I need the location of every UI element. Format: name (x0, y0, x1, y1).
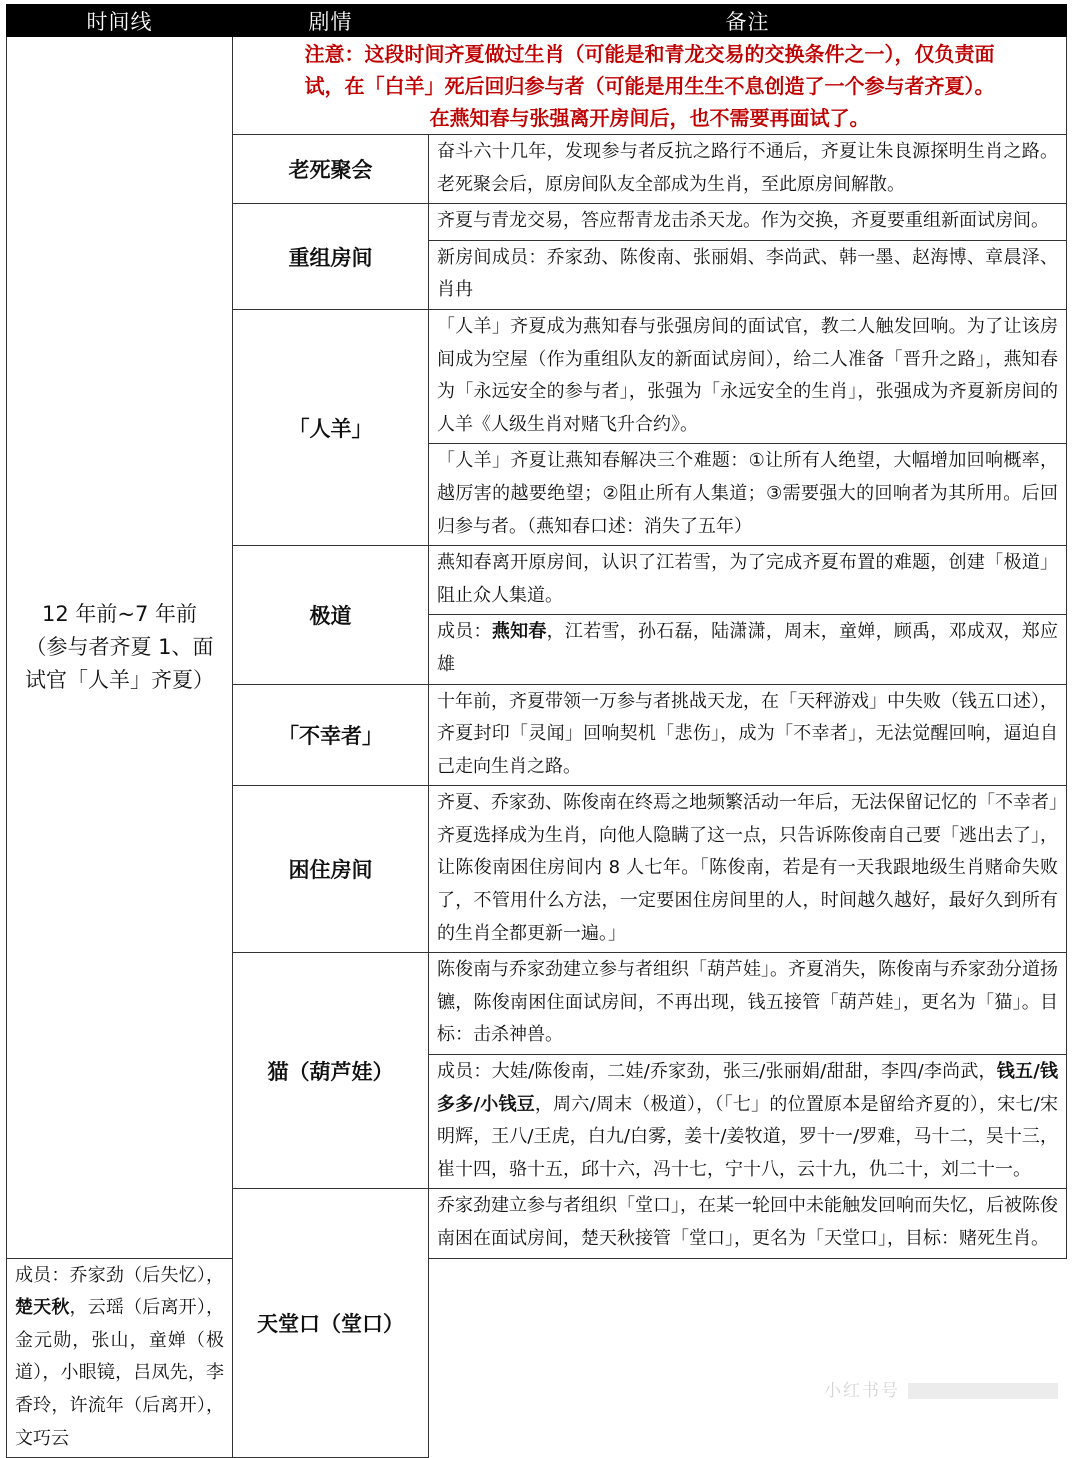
note-bold-name: 钱五/钱多多/小钱豆 (437, 1061, 1058, 1115)
timeline-line-2: （参与者齐夏 1、面 (25, 634, 214, 659)
note-cell: 「人羊」齐夏让燕知春解决三个难题：①让所有人绝望，大幅增加回响概率，越厉害的越要绝望；②阻止所有人集道；③需要强大的回响者为其所用。后回归参与者。（燕知春口述：消失了五年） (429, 444, 1067, 546)
note-text: 成员： (437, 621, 492, 643)
plot-label: 「人羊」 (233, 309, 429, 545)
note-bold-name: 燕知春 (491, 621, 547, 643)
notice-line-2: 试，在「白羊」死后回归参与者（可能是用生生不息创造了一个参与者齐夏）。 (304, 73, 995, 98)
note-text: ，周六/周末（极道），（「七」的位置原本是留给齐夏的），宋七/宋明辉，王八/王虎，白九/白雾，姜十/姜牧道，罗十一/罗难，马十二，吴十三，崔十四，骆十五，邱十六，冯十七，宁十八，云十九，仇二十，刘二十一。 (437, 1093, 1058, 1180)
timeline-line-1: 12 年前~7 年前 (41, 601, 198, 626)
notice-line-1: 注意：这段时间齐夏做过生肖（可能是和青龙交易的交换条件之一），仅负责面 (304, 41, 995, 66)
plot-label: 老死聚会 (233, 135, 429, 204)
note-cell: 陈俊南与乔家劲建立参与者组织「葫芦娃」。齐夏消失，陈俊南与乔家劲分道扬镳，陈俊南困住面试房间，不再出现，钱五接管「葫芦娃」，更名为「猫」。目标：击杀神兽。 (429, 953, 1067, 1055)
row-heaven-gate-members (7, 1258, 1067, 1458)
note-cell (7, 1258, 233, 1458)
note-cell: 齐夏、乔家劲、陈俊南在终焉之地频繁活动一年后，无法保留记忆的「不幸者」齐夏选择成为生肖，向他人隐瞒了这一点，只告诉陈俊南自己要「逃出去了」，让陈俊南困住房间内 8 人七年。「陈俊南，若是有一天我跟地级生肖赌命失败了，不管用什么方法，一定要困住房间里的人，时间越久越好，最好久到所有的生肖全都更新一遍。」 (429, 786, 1067, 953)
note-cell: 十年前，齐夏带领一万参与者挑战天龙，在「天秤游戏」中失败（钱五口述），齐夏封印「灵闻」回响契机「悲伤」，成为「不幸者」，无法觉醒回响，逼迫自己走向生肖之路。 (429, 684, 1067, 786)
timeline-line-3: 试官「人羊」齐夏） (25, 667, 214, 692)
notice-cell (233, 37, 1067, 135)
note-cell (429, 1055, 1067, 1189)
notice-line-3: 在燕知春与张强离开房间后，也不需要再面试了。 (429, 105, 870, 130)
timeline-table-page (6, 4, 1066, 1458)
plot-label: 困住房间 (233, 786, 429, 953)
header-plot: 剧情 (233, 5, 429, 37)
note-cell: 齐夏与青龙交易，答应帮青龙击杀天龙。作为交换，齐夏要重组新面试房间。 (429, 204, 1067, 241)
timeline-cell (7, 37, 233, 1259)
note-cell: 新房间成员：乔家劲、陈俊南、张丽娟、李尚武、韩一墨、赵海博、章晨泽、肖冉 (429, 240, 1067, 309)
note-cell: 「人羊」齐夏成为燕知春与张强房间的面试官，教二人触发回响。为了让该房间成为空屋（作为重组队友的新面试房间），给二人准备「晋升之路」，燕知春为「永远安全的参与者」，张强为「永远安全的生肖」，张强成为齐夏新房间的人羊《人级生肖对赌飞升合约》。 (429, 309, 1067, 443)
note-bold-name: 楚天秋 (15, 1297, 70, 1319)
plot-label: 「不幸者」 (233, 684, 429, 786)
plot-label: 重组房间 (233, 204, 429, 310)
plot-label: 猫（葫芦娃） (233, 953, 429, 1189)
note-cell (429, 615, 1067, 684)
note-cell: 燕知春离开原房间，认识了江若雪，为了完成齐夏布置的难题，创建「极道」阻止众人集道。 (429, 546, 1067, 615)
watermark-text: 小红书号 (824, 1381, 900, 1401)
note-text: ，云瑶（后离开），金元勋，张山，童婵（极道），小眼镜，吕凤先，李香玲，许流年（后离开），文巧云 (15, 1297, 225, 1449)
plot-label: 天堂口（堂口） (233, 1189, 429, 1458)
timeline-table (6, 4, 1067, 1458)
note-cell: 奋斗六十几年，发现参与者反抗之路行不通后，齐夏让朱良源探明生肖之路。老死聚会后，原房间队友全部成为生肖，至此原房间解散。 (429, 135, 1067, 204)
note-text: 成员：乔家劲（后失忆）， (15, 1264, 224, 1286)
note-text: 成员：大娃/陈俊南，二娃/乔家劲，张三/张丽娟/甜甜，李四/李尚武， (437, 1061, 997, 1083)
plot-label: 极道 (233, 546, 429, 684)
note-text: ，江若雪，孙石磊，陆潇潇，周末，童婵，顾禹，邓成双，郑应雄 (437, 621, 1059, 675)
notice-row (7, 37, 1067, 135)
header-timeline: 时间线 (7, 5, 233, 37)
note-cell: 乔家劲建立参与者组织「堂口」，在某一轮回中未能触发回响而失忆，后被陈俊南困在面试房间，楚天秋接管「堂口」，更名为「天堂口」，目标：赌死生肖。 (429, 1189, 1067, 1258)
header-row (7, 5, 1067, 37)
header-notes: 备注 (429, 5, 1067, 37)
